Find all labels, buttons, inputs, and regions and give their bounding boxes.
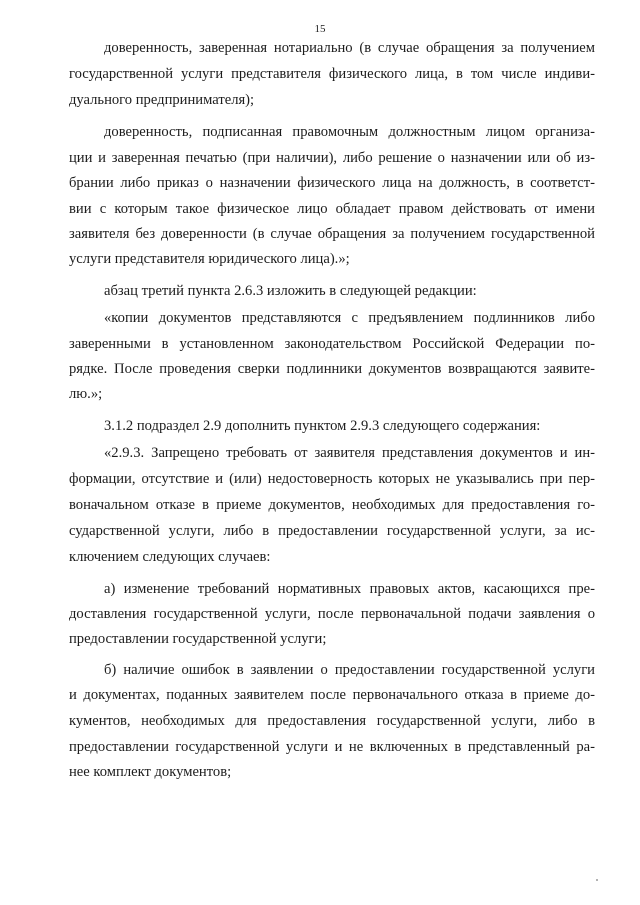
text-line: ключением следующих случаев:: [69, 549, 271, 565]
text-line: воначальном отказе в приеме документов, необходимых для предоставления го-: [69, 497, 595, 513]
text-line: абзац третий пункта 2.6.3 изложить в следующей редакции:: [104, 283, 477, 299]
text-line: нее комплект документов;: [69, 764, 232, 780]
text-line: лю.»;: [69, 386, 103, 402]
text-line: б) наличие ошибок в заявлении о предоставлении государственной услуги: [104, 662, 595, 678]
text-line: заверенными в установленном законодательством Российской Федерации по-: [69, 336, 595, 352]
text-line: брании либо приказ о назначении физического лица на должность, в соответст-: [69, 175, 595, 191]
text-line: «2.9.3. Запрещено требовать от заявителя представления документов и ин-: [104, 445, 595, 461]
text-line: предоставлении государственной услуги и не включенных в представленный ра-: [69, 739, 595, 755]
text-line: вии с которым такое физическое лицо обладает правом действовать от имени: [69, 201, 595, 217]
text-line: кументов, необходимых для предоставления государственной услуги, либо в: [69, 713, 595, 729]
text-line: рядке. После проведения сверки подлинники документов возвращаются заявите-: [69, 361, 595, 377]
text-line: 3.1.2 подраздел 2.9 дополнить пунктом 2.9.3 следующего содержания:: [104, 418, 541, 434]
text-line: заявителя без доверенности (в случае обращения за получением государственной: [69, 226, 595, 242]
text-line: услуги представителя юридического лица).»;: [69, 251, 350, 267]
text-line: а) изменение требований нормативных правовых актов, касающихся пре-: [104, 581, 595, 597]
text-line: государственной услуги представителя физического лица, в том числе индиви-: [69, 66, 595, 82]
text-line: и документах, поданных заявителем после первоначального отказа в приеме до-: [69, 687, 595, 703]
text-line: доверенность, заверенная нотариально (в случае обращения за получением: [104, 40, 595, 56]
text-line: предоставлении государственной услуги;: [69, 631, 327, 647]
scan-speck: [596, 879, 598, 881]
text-line: дуального предпринимателя);: [69, 92, 255, 108]
text-line: доставления государственной услуги, после первоначальной подачи заявления о: [69, 606, 595, 622]
page-number: 15: [314, 23, 326, 35]
text-line: доверенность, подписанная правомочным должностным лицом организа-: [104, 124, 595, 140]
text-line: формации, отсутствие и (или) недостоверность которых не указывались при пер-: [69, 471, 595, 487]
text-line: «копии документов представляются с предъявлением подлинников либо: [104, 310, 595, 326]
text-line: ции и заверенная печатью (при наличии), либо решение о назначении или об из-: [69, 150, 595, 166]
text-line: сударственной услуги, либо в предоставлении государственной услуги, за ис-: [69, 523, 595, 539]
